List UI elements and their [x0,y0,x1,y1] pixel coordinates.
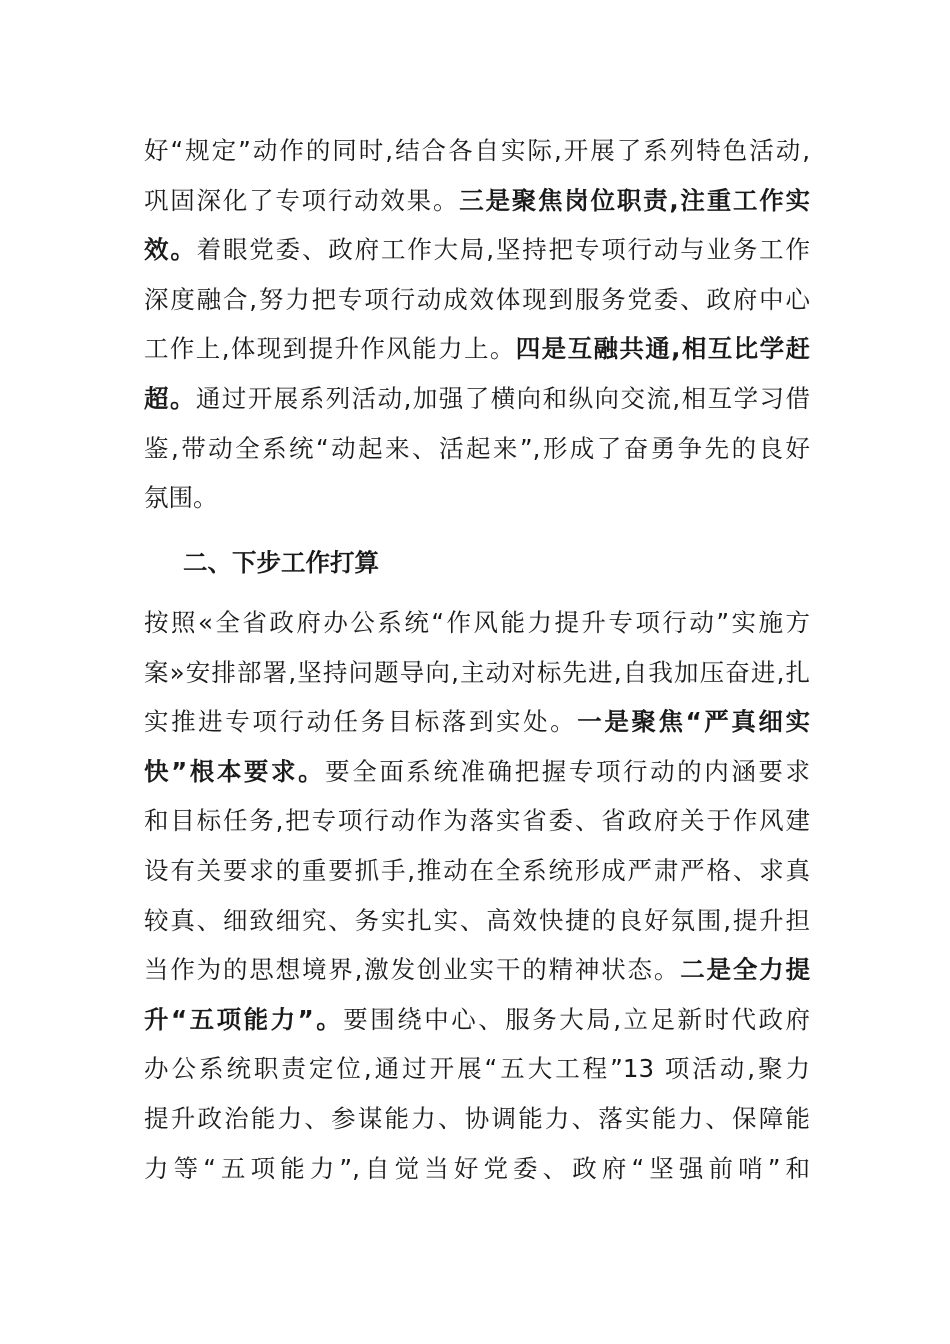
bold-text-run: 效。 [144,235,197,265]
text-line [144,747,810,797]
text-line [144,846,810,896]
text-run: 力等“五项能力”,自觉当好党委、政府“坚强前哨”和 [144,1153,810,1183]
bold-text-run: 一是聚焦“严真细实 [577,707,810,737]
text-run: 着眼党委、政府工作大局,坚持把专项行动与业务工作 [196,235,810,265]
text-line [144,896,810,946]
text-run: 巩固深化了专项行动效果。 [144,185,460,215]
bold-text-run: 三是聚焦岗位职责,注重工作实 [459,185,811,215]
paragraph-2 [144,598,810,1193]
text-line [144,648,810,698]
bold-text-run: 四是互融共通,相互比学赶 [515,334,810,364]
text-line [144,324,810,374]
text-run: 提升政治能力、参谋能力、协调能力、落实能力、保障能 [144,1103,810,1133]
text-run: 设有关要求的重要抓手,推动在全系统形成严肃严格、求真 [144,855,810,885]
text-run: 氛围。 [144,483,218,513]
text-run: 要围绕中心、服务大局,立足新时代政府 [343,1004,810,1034]
text-run: 案»安排部署,坚持问题导向,主动对标先进,自我加压奋进,扎 [144,657,810,687]
paragraph-1 [144,126,810,523]
text-line [144,995,810,1045]
bold-text-run: 快”根本要求。 [144,756,326,786]
text-run: 要全面系统准确把握专项行动的内涵要求 [325,756,810,786]
text-line [144,598,810,648]
text-line [144,275,810,325]
section-heading: 二、下步工作打算 [183,548,379,577]
text-line [144,374,810,424]
text-line [144,473,810,523]
text-line [144,697,810,747]
text-line [144,176,810,226]
text-line [144,796,810,846]
text-line [144,1044,810,1094]
text-line [144,945,810,995]
text-run: 办公系统职责定位,通过开展“五大工程”13 项活动,聚力 [144,1054,810,1084]
text-line [144,1144,810,1194]
bold-text-run: 超。 [144,383,196,413]
text-line [144,424,810,474]
text-run: 好“规定”动作的同时,结合各自实际,开展了系列特色活动, [144,136,810,165]
text-run: 和目标任务,把专项行动作为落实省委、省政府关于作风建 [144,806,810,836]
text-run: 鉴,带动全系统“动起来、活起来”,形成了奋勇争先的良好 [144,433,810,463]
text-run: 深度融合,努力把专项行动成效体现到服务党委、政府中心 [144,284,810,314]
bold-text-run: 二是全力提 [680,955,810,985]
text-run: 通过开展系列活动,加强了横向和纵向交流,相互学习借 [195,383,810,413]
text-run: 按照«全省政府办公系统“作风能力提升专项行动”实施方 [144,608,810,637]
text-run: 实推进专项行动任务目标落到实处。 [144,707,578,737]
text-run: 工作上,体现到提升作风能力上。 [144,334,516,364]
text-run: 当作为的思想境界,激发创业实干的精神状态。 [144,955,681,985]
text-line [144,126,810,176]
bold-text-run: 升“五项能力”。 [144,1004,344,1034]
text-line [144,225,810,275]
text-run: 较真、细致细究、务实扎实、高效快捷的良好氛围,提升担 [144,905,810,935]
text-line [144,1094,810,1144]
